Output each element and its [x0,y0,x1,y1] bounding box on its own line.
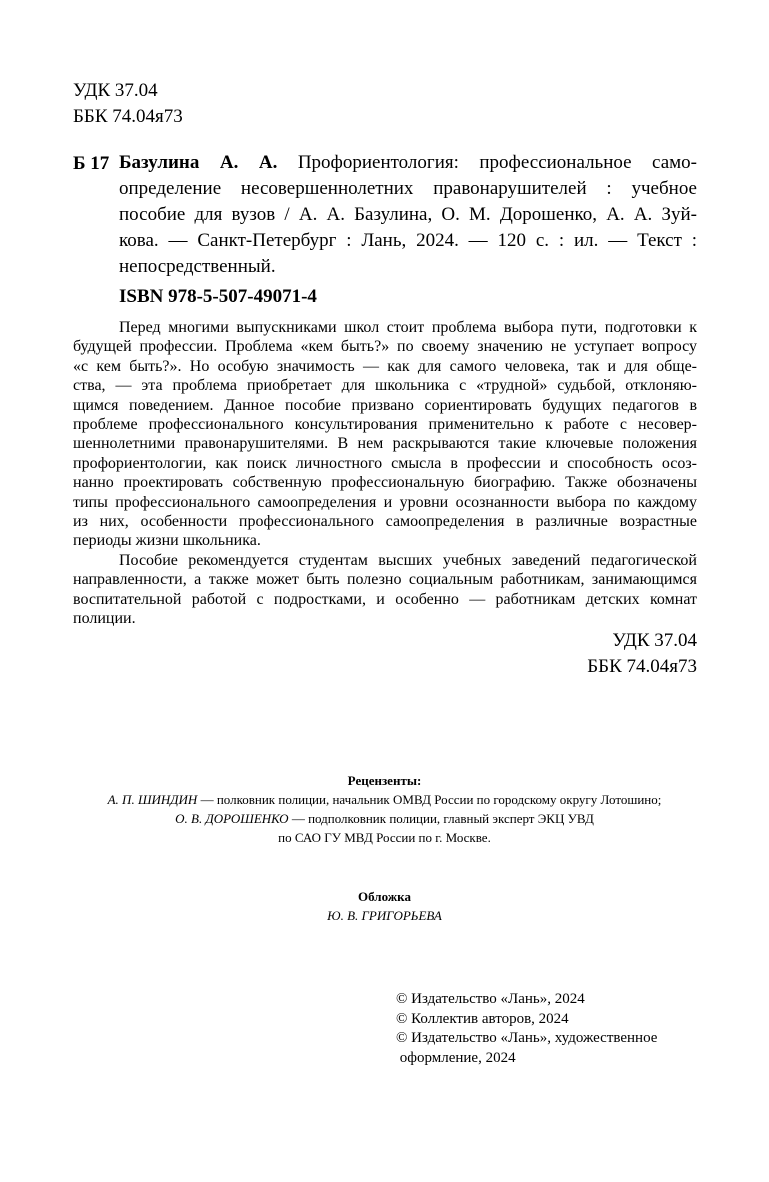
abstract-line: направленности, а также может быть полезно социальным работникам, занимающимся [73,571,697,589]
classification-bottom [560,628,697,680]
cover-title: Обложка [358,889,411,904]
udk-code: УДК 37.04 [73,80,158,101]
reviewers-title: Рецензенты: [347,773,422,788]
copyright-line: © Коллектив авторов, 2024 [396,1010,569,1027]
biblio-line: непосредственный. [119,256,276,277]
abstract-line: «с кем быть?». Но особую значимость — как для самого человека, так и для обще- [73,357,697,375]
abstract-line: ства, — эта проблема приобретает для школьника с «трудной» судьбой, отклоняю- [73,377,697,395]
copyright-line: © Издательство «Лань», художественное [396,1030,658,1046]
biblio-line: Базулина А. А. Профориентология: профессиональное само- [119,152,698,173]
copyright-line: оформление, 2024 [396,1049,516,1066]
reviewer-1 [0,790,769,809]
abstract-line: Перед многими выпускниками школ стоит проблема выбора пути, подготовки к [119,319,697,336]
abstract-line: из них, особенности профессионального самоопределения в различные возрастные [73,513,697,531]
copyright-block [396,990,657,1068]
bbk-code: ББК 74.04я73 [587,656,697,677]
isbn: ISBN 978-5-507-49071-4 [119,286,317,307]
abstract-line: периоды жизни школьника. [73,532,261,550]
author-name: Базулина А. А. [119,152,278,173]
abstract-line: щимся поведением. Данное пособие призвано сориентировать будущих педагогов в [73,396,697,414]
abstract-line: проблеме профессионального консультирования применительно к работе с несовер- [73,416,697,434]
abstract-line: нанно проектировать собственную профессиональную биографию. Также обозначены [73,474,697,492]
copyright-line: © Издательство «Лань», 2024 [396,991,585,1007]
reviewer-2-name: О. В. ДОРОШЕНКО [175,811,289,826]
cover-designer: Ю. В. ГРИГОРЬЕВА [327,908,442,923]
abstract-line: шеннолетними правонарушителями. В нем раскрываются такие ключевые положения [73,435,697,453]
abstract [73,318,697,629]
biblio-line: пособие для вузов / А. А. Базулина, О. М. Дорошенко, А. А. Зуй- [119,204,697,225]
udk-code: УДК 37.04 [612,630,697,651]
abstract-line: будущей профессии. Проблема «кем быть?» по своему значению не уступает вопросу [73,338,697,356]
bbk-code: ББК 74.04я73 [73,106,183,127]
reviewer-2-desc-cont: по САО ГУ МВД России по г. Москве. [278,830,491,845]
bibliographic-description [119,150,697,280]
reviewer-2-desc: — подполковник полиции, главный эксперт ЭКЦ УВД [288,811,594,826]
reviewer-1-desc: — полковник полиции, начальник ОМВД России по городскому округу Лотошино; [197,792,662,807]
biblio-line: определение несовершеннолетних правонарушителей : учебное [119,178,697,199]
abstract-line: полиции. [73,610,136,628]
reviewer-2 [0,809,769,828]
cover-credit [0,887,769,925]
reviewer-1-name: А. П. ШИНДИН [107,792,198,807]
biblio-line: кова. — Санкт-Петербург : Лань, 2024. — 120 с. : ил. — Текст : [119,230,697,251]
reviewers-block [0,771,769,847]
abstract-line: воспитательной работой с подростками, и особенно — работникам детских комнат [73,590,697,608]
abstract-line: типы профессионального самоопределения и уровни осознанности выбора по каждому [73,493,697,511]
abstract-line: профориентологии, как поиск личностного смысла в профессии и способность осоз- [73,454,697,472]
catalog-code: Б 17 [73,153,110,174]
classification-top [73,78,183,130]
abstract-line: Пособие рекомендуется студентам высших учебных заведений педагогической [119,551,697,569]
